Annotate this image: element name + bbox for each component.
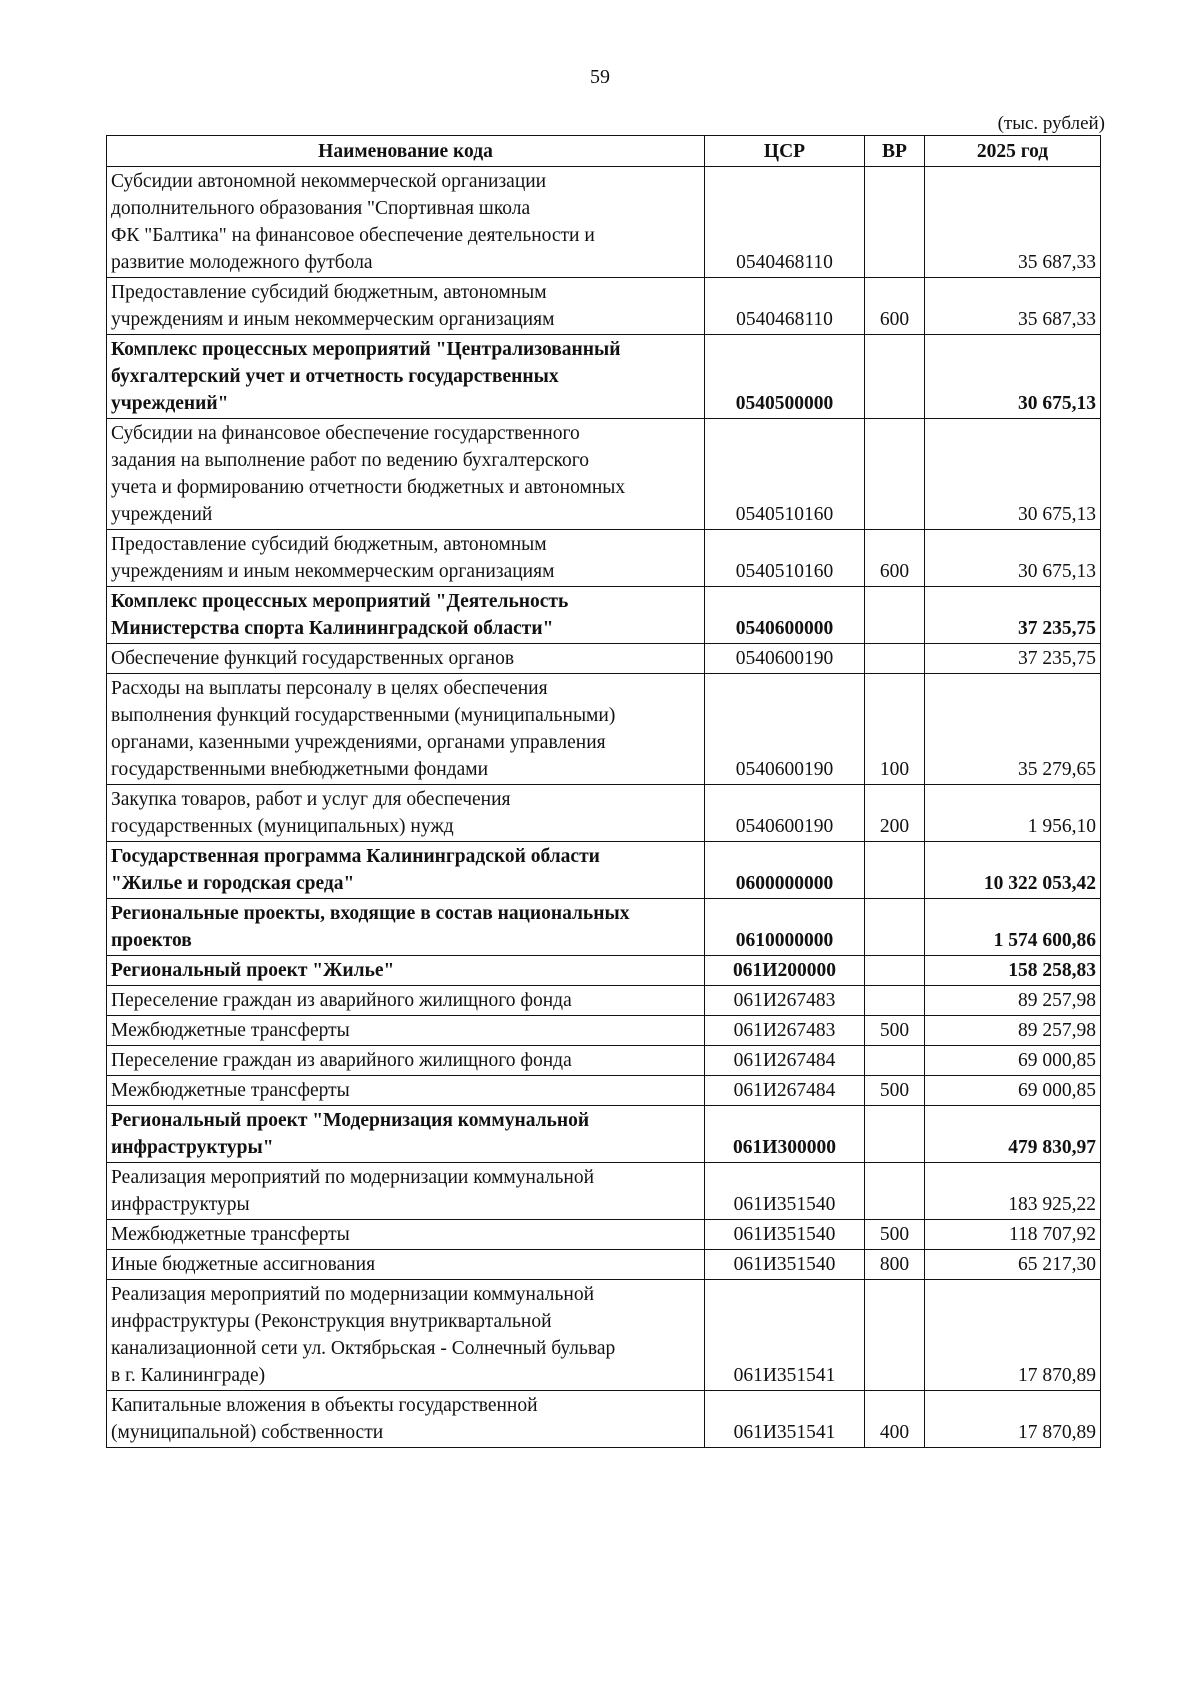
- table-body: [107, 167, 1101, 1448]
- table-row: [107, 899, 1101, 956]
- row-csr-cell: 061И351540: [705, 1163, 865, 1220]
- row-csr-cell: 0540600190: [705, 644, 865, 674]
- table-row: [107, 1391, 1101, 1448]
- table-row: [107, 674, 1101, 785]
- row-vr-cell: [865, 167, 925, 278]
- table-row: [107, 1280, 1101, 1391]
- row-csr-cell: 0540600190: [705, 785, 865, 842]
- table-row: [107, 986, 1101, 1016]
- row-vr-cell: [865, 587, 925, 644]
- table-row: [107, 530, 1101, 587]
- row-vr-cell: 200: [865, 785, 925, 842]
- row-name-cell: Межбюджетные трансферты: [107, 1076, 705, 1106]
- row-amount-cell: 69 000,85: [925, 1046, 1101, 1076]
- row-amount-cell: 69 000,85: [925, 1076, 1101, 1106]
- row-csr-cell: 0540468110: [705, 278, 865, 335]
- table-header-row: [107, 136, 1101, 167]
- row-vr-cell: [865, 899, 925, 956]
- row-amount-cell: 118 707,92: [925, 1220, 1101, 1250]
- row-name-cell: Государственная программа Калининградской области "Жилье и городская среда": [107, 842, 705, 899]
- budget-table: [106, 135, 1101, 1448]
- row-amount-cell: 1 956,10: [925, 785, 1101, 842]
- row-name-cell: Межбюджетные трансферты: [107, 1220, 705, 1250]
- row-amount-cell: 10 322 053,42: [925, 842, 1101, 899]
- row-amount-cell: 30 675,13: [925, 419, 1101, 530]
- units-note: (тыс. рублей): [997, 113, 1105, 134]
- row-csr-cell: 0540468110: [705, 167, 865, 278]
- row-csr-cell: 061И351541: [705, 1280, 865, 1391]
- row-name-cell: Региональный проект "Жилье": [107, 956, 705, 986]
- row-vr-cell: 600: [865, 278, 925, 335]
- header-name: Наименование кода: [107, 136, 705, 167]
- row-amount-cell: 35 687,33: [925, 278, 1101, 335]
- row-csr-cell: 0600000000: [705, 842, 865, 899]
- row-csr-cell: 061И267484: [705, 1046, 865, 1076]
- row-vr-cell: [865, 986, 925, 1016]
- row-csr-cell: 061И351540: [705, 1220, 865, 1250]
- row-csr-cell: 061И300000: [705, 1106, 865, 1163]
- table-row: [107, 1250, 1101, 1280]
- table-row: [107, 278, 1101, 335]
- row-csr-cell: 061И267483: [705, 986, 865, 1016]
- row-vr-cell: 500: [865, 1016, 925, 1046]
- table-row: [107, 419, 1101, 530]
- row-vr-cell: [865, 1163, 925, 1220]
- row-amount-cell: 30 675,13: [925, 530, 1101, 587]
- row-vr-cell: [865, 1280, 925, 1391]
- row-vr-cell: [865, 644, 925, 674]
- row-name-cell: Предоставление субсидий бюджетным, автономным учреждениям и иным некоммерческим организациям: [107, 278, 705, 335]
- row-csr-cell: 061И200000: [705, 956, 865, 986]
- row-name-cell: Обеспечение функций государственных органов: [107, 644, 705, 674]
- table-row: [107, 587, 1101, 644]
- row-amount-cell: 37 235,75: [925, 587, 1101, 644]
- row-vr-cell: 800: [865, 1250, 925, 1280]
- row-csr-cell: 0540510160: [705, 530, 865, 587]
- header-amount: 2025 год: [925, 136, 1101, 167]
- table-row: [107, 1046, 1101, 1076]
- table-row: [107, 956, 1101, 986]
- row-csr-cell: 061И267483: [705, 1016, 865, 1046]
- row-csr-cell: 0540600000: [705, 587, 865, 644]
- row-name-cell: Переселение граждан из аварийного жилищного фонда: [107, 986, 705, 1016]
- table-row: [107, 1076, 1101, 1106]
- table-row: [107, 785, 1101, 842]
- row-csr-cell: 061И351541: [705, 1391, 865, 1448]
- row-name-cell: Капитальные вложения в объекты государственной (муниципальной) собственности: [107, 1391, 705, 1448]
- row-csr-cell: 0540510160: [705, 419, 865, 530]
- row-amount-cell: 35 687,33: [925, 167, 1101, 278]
- row-name-cell: Реализация мероприятий по модернизации коммунальной инфраструктуры: [107, 1163, 705, 1220]
- row-amount-cell: 89 257,98: [925, 986, 1101, 1016]
- row-amount-cell: 30 675,13: [925, 335, 1101, 419]
- row-csr-cell: 0540500000: [705, 335, 865, 419]
- table-row: [107, 1220, 1101, 1250]
- row-vr-cell: 100: [865, 674, 925, 785]
- row-amount-cell: 35 279,65: [925, 674, 1101, 785]
- row-csr-cell: 0610000000: [705, 899, 865, 956]
- page-number: 59: [590, 66, 610, 88]
- row-amount-cell: 479 830,97: [925, 1106, 1101, 1163]
- table-row: [107, 644, 1101, 674]
- row-name-cell: Иные бюджетные ассигнования: [107, 1250, 705, 1280]
- row-vr-cell: [865, 1106, 925, 1163]
- header-vr: ВР: [865, 136, 925, 167]
- header-csr: ЦСР: [705, 136, 865, 167]
- row-amount-cell: 17 870,89: [925, 1280, 1101, 1391]
- row-amount-cell: 183 925,22: [925, 1163, 1101, 1220]
- row-name-cell: Предоставление субсидий бюджетным, автономным учреждениям и иным некоммерческим организациям: [107, 530, 705, 587]
- row-vr-cell: [865, 419, 925, 530]
- row-name-cell: Субсидии автономной некоммерческой организации дополнительного образования "Спортивная школа ФК "Балтика" на финансовое обеспечение деятельности и развитие молодежного футбола: [107, 167, 705, 278]
- row-amount-cell: 89 257,98: [925, 1016, 1101, 1046]
- row-vr-cell: [865, 1046, 925, 1076]
- row-name-cell: Региональный проект "Модернизация коммунальной инфраструктуры": [107, 1106, 705, 1163]
- table-row: [107, 335, 1101, 419]
- row-name-cell: Комплекс процессных мероприятий "Централизованный бухгалтерский учет и отчетность государственных учреждений": [107, 335, 705, 419]
- row-name-cell: Закупка товаров, работ и услуг для обеспечения государственных (муниципальных) нужд: [107, 785, 705, 842]
- row-vr-cell: 400: [865, 1391, 925, 1448]
- row-amount-cell: 65 217,30: [925, 1250, 1101, 1280]
- row-amount-cell: 37 235,75: [925, 644, 1101, 674]
- row-csr-cell: 061И351540: [705, 1250, 865, 1280]
- row-name-cell: Комплекс процессных мероприятий "Деятельность Министерства спорта Калининградской области": [107, 587, 705, 644]
- row-amount-cell: 1 574 600,86: [925, 899, 1101, 956]
- row-vr-cell: [865, 956, 925, 986]
- row-vr-cell: 600: [865, 530, 925, 587]
- table-row: [107, 1016, 1101, 1046]
- table-row: [107, 167, 1101, 278]
- row-name-cell: Субсидии на финансовое обеспечение государственного задания на выполнение работ по ведению бухгалтерского учета и формированию отчетности бюджетных и автономных учреждений: [107, 419, 705, 530]
- row-name-cell: Межбюджетные трансферты: [107, 1016, 705, 1046]
- table-row: [107, 1163, 1101, 1220]
- table-row: [107, 842, 1101, 899]
- row-name-cell: Реализация мероприятий по модернизации коммунальной инфраструктуры (Реконструкция внутриквартальной канализационной сети ул. Октябрьская - Солнечный бульвар в г. Калининграде): [107, 1280, 705, 1391]
- row-csr-cell: 0540600190: [705, 674, 865, 785]
- row-csr-cell: 061И267484: [705, 1076, 865, 1106]
- row-vr-cell: [865, 335, 925, 419]
- row-name-cell: Расходы на выплаты персоналу в целях обеспечения выполнения функций государственными (муниципальными) органами, казенными учреждениями, органами управления государственными внебюджетными фондами: [107, 674, 705, 785]
- row-name-cell: Переселение граждан из аварийного жилищного фонда: [107, 1046, 705, 1076]
- row-vr-cell: 500: [865, 1076, 925, 1106]
- row-vr-cell: [865, 842, 925, 899]
- table-row: [107, 1106, 1101, 1163]
- row-amount-cell: 17 870,89: [925, 1391, 1101, 1448]
- row-amount-cell: 158 258,83: [925, 956, 1101, 986]
- row-name-cell: Региональные проекты, входящие в состав национальных проектов: [107, 899, 705, 956]
- row-vr-cell: 500: [865, 1220, 925, 1250]
